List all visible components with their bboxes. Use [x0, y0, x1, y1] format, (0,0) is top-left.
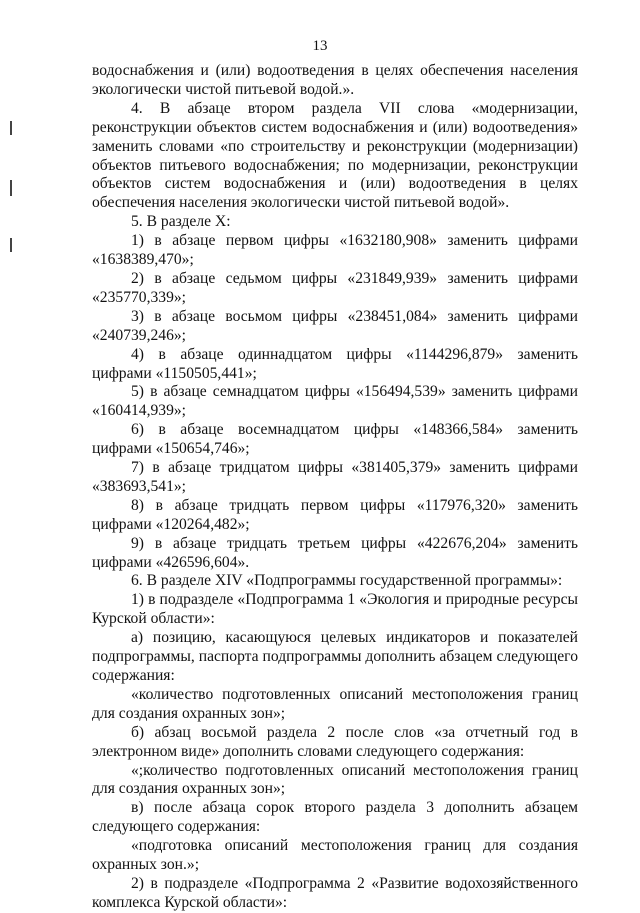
- paragraph: водоснабжения и (или) водоотведения в целях обеспечения населения экологически чистой питьевой водой.».: [92, 62, 578, 98]
- document-body: [92, 62, 578, 913]
- page-number: 13: [312, 38, 328, 54]
- paragraph: 6) в абзаце восемнадцатом цифры «148366,584» заменить цифрами «150654,746»;: [92, 421, 578, 458]
- paragraph: 5) в абзаце семнадцатом цифры «156494,539» заменить цифрами «160414,939»;: [92, 383, 578, 420]
- paragraph: а) позицию, касающуюся целевых индикаторов и показателей подпрограммы, паспорта подпрограммы дополнить абзацем следующего содержания:: [92, 629, 578, 684]
- margin-mark: [10, 238, 12, 252]
- paragraph: «;количество подготовленных описаний местоположения границ для создания охранных зон»;: [92, 761, 578, 798]
- margin-mark: [10, 121, 12, 135]
- paragraph: 3) в абзаце восьмом цифры «238451,084» заменить цифрами «240739,246»;: [92, 307, 578, 344]
- paragraph: 6. В разделе XIV «Подпрограммы государственной программы»:: [131, 572, 563, 590]
- paragraph: 9) в абзаце тридцать третьем цифры «422676,204» заменить цифрами «426596,604».: [92, 534, 578, 571]
- paragraph: 7) в абзаце тридцатом цифры «381405,379» заменить цифрами «383693,541»;: [92, 459, 578, 495]
- paragraph: б) абзац восьмой раздела 2 после слов «за отчетный год в электронном виде» дополнить словами следующего содержания:: [92, 723, 578, 760]
- paragraph: 5. В разделе X:: [131, 213, 231, 231]
- paragraph: 1) в подразделе «Подпрограмма 1 «Экология и природные ресурсы Курской области»:: [92, 591, 578, 628]
- paragraph: 4. В абзаце втором раздела VII слова «модернизации, реконструкции объектов систем водоснабжения и (или) водоотведения» заменить словами «по строительству и реконструкции (модернизации) объектов питьевого водоснабжения; по модернизации, реконструкции объектов систем водоснабжения и (или) водоотведения в целях обеспечения населения экологически чистой питьевой водой».: [92, 99, 578, 212]
- paragraph: «подготовка описаний местоположения границ для создания охранных зон.»;: [92, 837, 578, 874]
- paragraph: «количество подготовленных описаний местоположения границ для создания охранных зон»;: [92, 685, 578, 722]
- paragraph: 2) в абзаце седьмом цифры «231849,939» заменить цифрами «235770,339»;: [92, 269, 578, 306]
- paragraph: 1) в абзаце первом цифры «1632180,908» заменить цифрами «1638389,470»;: [92, 232, 578, 269]
- paragraph: 4) в абзаце одиннадцатом цифры «1144296,879» заменить цифрами «1150505,441»;: [92, 345, 578, 382]
- paragraph: 2) в подразделе «Подпрограмма 2 «Развитие водохозяйственного комплекса Курской области»:: [92, 874, 578, 911]
- margin-mark: [10, 180, 12, 196]
- paragraph: 8) в абзаце тридцать первом цифры «117976,320» заменить цифрами «120264,482»;: [92, 496, 578, 533]
- paragraph: в) после абзаца сорок второго раздела 3 дополнить абзацем следующего содержания:: [92, 799, 578, 836]
